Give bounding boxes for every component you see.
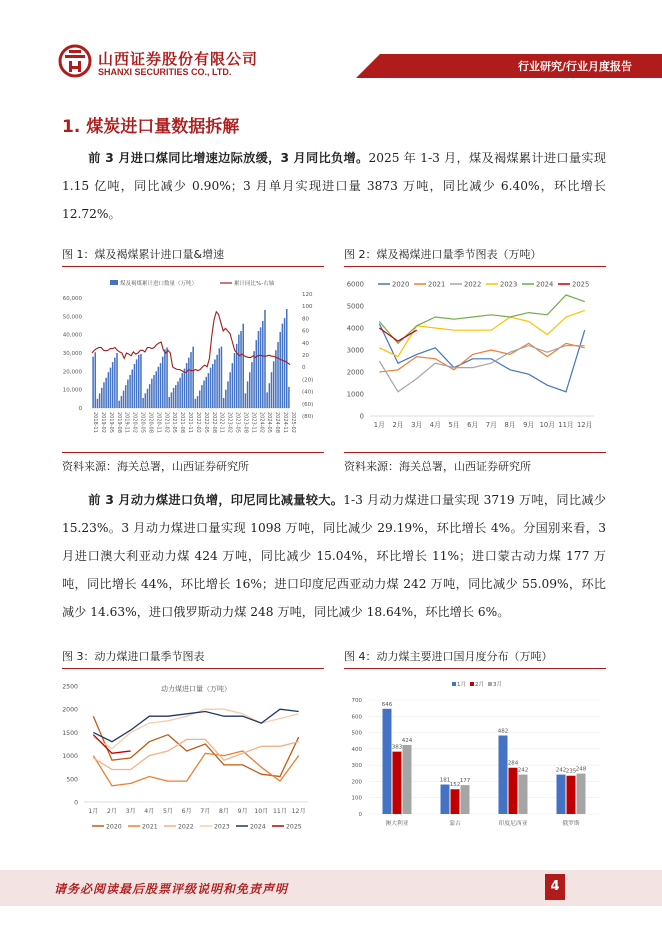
bar-cumulative-import — [227, 381, 229, 408]
bar-cumulative-import — [253, 351, 255, 408]
figure-3-chart — [62, 674, 324, 834]
x-tick-label: 10月 — [539, 421, 556, 429]
x-tick-label: 2023-08 — [242, 412, 249, 433]
y-tick-label: 2000 — [62, 706, 78, 714]
bar-cumulative-import — [162, 357, 164, 408]
figure-3-top-rule — [62, 668, 324, 669]
x-tick-label: 俄罗斯 — [562, 821, 580, 827]
figure-4-title: 图 4：动力煤主要进口国月度分布（万吨） — [344, 650, 553, 663]
chart-inner-title: 动力煤进口量（万吨） — [161, 685, 231, 693]
y-left-tick-label: 40,000 — [62, 332, 82, 339]
bar-cumulative-import — [177, 381, 179, 408]
figure-2-title: 图 2：煤及褐煤进口量季节图表（万吨） — [344, 248, 542, 261]
bar-cumulative-import — [192, 347, 194, 408]
x-tick-label: 2021-08 — [179, 412, 186, 433]
x-tick-label: 2021-11 — [187, 412, 194, 433]
bar-cumulative-import — [182, 373, 184, 408]
y-left-tick-label: 0 — [78, 406, 82, 412]
x-tick-label: 12月 — [291, 808, 306, 815]
bar-cumulative-import — [201, 385, 203, 408]
bar-cumulative-import — [103, 382, 105, 408]
bar-cumulative-import — [288, 387, 290, 408]
y-tick-label: 500 — [66, 776, 78, 784]
bar-data-label: 177 — [459, 778, 471, 785]
bar-cumulative-import — [203, 381, 205, 409]
paragraph-2 — [62, 486, 606, 626]
y-tick-label: 0 — [74, 799, 78, 807]
series-line-2024 — [93, 709, 298, 742]
y-tick-label: 2500 — [62, 683, 78, 691]
figure-2-chart — [344, 272, 606, 448]
x-tick-label: 5月 — [162, 808, 174, 815]
paragraph-2-lead: 前 3 月动力煤进口负增，印尼同比减量较大。 — [88, 493, 344, 507]
y-left-tick-label: 30,000 — [62, 351, 82, 357]
figure-1-bottom-rule — [62, 452, 324, 453]
x-tick-label: 6月 — [467, 421, 479, 429]
legend-label-2024: 2024 — [250, 823, 266, 831]
x-tick-label: 蒙古 — [449, 821, 461, 827]
bar-cumulative-import — [264, 310, 266, 408]
bar-data-label: 242 — [517, 767, 529, 774]
company-name-en: SHANXI SECURITIES CO., LTD. — [98, 67, 232, 77]
x-tick-label: 12月 — [576, 421, 593, 429]
x-tick-label: 2025-02 — [290, 412, 296, 433]
bar-cumulative-import — [97, 399, 99, 408]
paragraph-1-lead: 前 3 月进口煤同比增速边际放缓，3 月同比负增。 — [88, 151, 369, 165]
y-tick-label: 0 — [359, 412, 364, 421]
x-tick-label: 2019-02 — [99, 412, 106, 433]
bar-cumulative-import — [129, 375, 131, 408]
bar-1月 — [441, 785, 450, 814]
bar-cumulative-import — [195, 399, 197, 408]
series-line-2022 — [93, 739, 298, 769]
y-tick-label: 1000 — [62, 753, 78, 761]
bar-cumulative-import — [105, 378, 107, 408]
bar-cumulative-import — [168, 397, 170, 408]
bar-cumulative-import — [138, 355, 140, 408]
section-title: 1. 煤炭进口量数据拆解 — [62, 117, 240, 137]
bar-cumulative-import — [186, 363, 188, 408]
y-left-tick-label: 60,000 — [62, 296, 82, 302]
x-tick-label: 11月 — [558, 421, 574, 429]
bar-cumulative-import — [125, 385, 127, 408]
figure-1-source: 资料来源：海关总署，山西证券研究所 — [62, 460, 249, 473]
y-tick-label: 500 — [351, 730, 362, 737]
y-tick-label: 4000 — [346, 324, 364, 333]
figure-2-bottom-rule — [344, 452, 606, 453]
x-tick-label: 2月 — [106, 808, 118, 815]
legend-label-2020: 2020 — [392, 280, 410, 289]
bar-cumulative-import — [147, 389, 149, 408]
bar-cumulative-import — [258, 331, 260, 408]
legend-label-1月: 1月 — [457, 682, 466, 688]
y-tick-label: 200 — [351, 779, 362, 786]
x-tick-label: 印度尼西亚 — [498, 821, 528, 827]
x-tick-label: 2021-05 — [171, 412, 178, 433]
legend-label-2022: 2022 — [464, 280, 482, 289]
y-right-tick-label: (20) — [302, 377, 314, 384]
y-tick-label: 100 — [351, 795, 362, 802]
bar-cumulative-import — [266, 392, 268, 408]
figure-1-top-rule — [62, 266, 324, 267]
bar-cumulative-import — [273, 361, 275, 408]
legend-label-2022: 2022 — [178, 823, 194, 831]
bar-cumulative-import — [279, 332, 281, 408]
bar-data-label: 181 — [439, 777, 451, 784]
legend-label-3月: 3月 — [493, 682, 502, 688]
bar-cumulative-import — [256, 340, 258, 408]
y-tick-label: 1000 — [346, 390, 364, 399]
x-tick-label: 2020-08 — [147, 412, 154, 433]
y-left-tick-label: 20,000 — [62, 369, 82, 376]
figure-1-chart — [62, 274, 324, 444]
x-tick-label: 2022-08 — [210, 412, 217, 433]
figure-2-top-rule — [344, 266, 606, 267]
bar-cumulative-import — [219, 348, 221, 408]
legend-label-2023: 2023 — [214, 823, 230, 831]
bar-cumulative-import — [171, 392, 173, 408]
y-right-tick-label: 60 — [302, 328, 309, 335]
bar-cumulative-import — [214, 359, 216, 408]
bar-data-label: 248 — [575, 766, 587, 773]
y-right-tick-label: 100 — [302, 304, 313, 311]
page-number: 4 — [545, 874, 565, 900]
x-tick-label: 2023-11 — [250, 412, 257, 433]
y-right-tick-label: 120 — [302, 292, 313, 298]
y-tick-label: 6000 — [346, 280, 364, 289]
legend-label-2024: 2024 — [536, 280, 554, 289]
bar-2月 — [393, 752, 402, 814]
legend-label-2025: 2025 — [286, 823, 302, 831]
y-right-tick-label: (60) — [302, 401, 314, 408]
bar-cumulative-import — [114, 358, 116, 408]
x-tick-label: 2022-11 — [218, 412, 225, 433]
bar-3月 — [403, 745, 412, 814]
x-tick-label: 2024-05 — [266, 412, 273, 433]
x-tick-label: 1月 — [373, 421, 385, 429]
bar-1月 — [499, 736, 508, 814]
footer-disclaimer: 请务必阅读最后股票评级说明和免责声明 — [54, 882, 289, 896]
bar-cumulative-import — [247, 381, 249, 408]
y-tick-label: 0 — [358, 812, 362, 818]
bar-cumulative-import — [262, 321, 264, 408]
bar-cumulative-import — [131, 370, 133, 409]
y-tick-label: 3000 — [346, 346, 364, 355]
x-tick-label: 4月 — [429, 421, 441, 429]
bar-cumulative-import — [112, 362, 114, 408]
bar-2月 — [451, 789, 460, 814]
bar-cumulative-import — [136, 359, 138, 408]
x-tick-label: 8月 — [504, 421, 516, 429]
x-tick-label: 10月 — [254, 808, 269, 815]
bar-data-label: 424 — [401, 737, 413, 744]
y-tick-label: 5000 — [346, 302, 364, 311]
page-header — [0, 0, 662, 90]
y-right-tick-label: 20 — [302, 353, 309, 359]
y-left-tick-label: 10,000 — [62, 387, 82, 394]
x-tick-label: 2020-02 — [131, 412, 138, 433]
figure-3-title: 图 3：动力煤进口量季节图表 — [62, 650, 205, 663]
series-line-2021 — [93, 751, 298, 786]
bar-cumulative-import — [123, 391, 125, 408]
bar-cumulative-import — [142, 398, 144, 408]
bar-cumulative-import — [140, 354, 142, 408]
bar-cumulative-import — [229, 372, 231, 408]
series-line-2023 — [93, 709, 298, 748]
bar-cumulative-import — [199, 391, 201, 408]
bar-cumulative-import — [110, 368, 112, 408]
bar-cumulative-import — [127, 380, 129, 408]
bar-data-label: 646 — [381, 701, 393, 708]
legend-swatch-1月 — [452, 682, 456, 686]
bar-cumulative-import — [284, 318, 286, 408]
bar-cumulative-import — [160, 363, 162, 408]
x-tick-label: 2022-05 — [202, 412, 209, 433]
bar-cumulative-import — [234, 353, 236, 408]
bar-cumulative-import — [286, 309, 288, 408]
x-tick-label: 9月 — [523, 421, 535, 429]
bar-cumulative-import — [158, 367, 160, 408]
bar-cumulative-import — [149, 384, 151, 408]
legend-label-2021: 2021 — [142, 823, 158, 831]
bar-cumulative-import — [92, 357, 94, 408]
bar-data-label: 482 — [497, 728, 509, 735]
bar-cumulative-import — [221, 347, 223, 408]
x-tick-label: 1月 — [88, 808, 99, 815]
bar-cumulative-import — [269, 383, 271, 408]
bar-3月 — [461, 785, 470, 814]
y-right-tick-label: (40) — [302, 389, 314, 396]
bar-cumulative-import — [242, 324, 244, 408]
x-tick-label: 5月 — [448, 421, 460, 429]
bar-cumulative-import — [173, 388, 175, 408]
legend-label-2025: 2025 — [572, 280, 590, 289]
y-left-tick-label: 50,000 — [62, 314, 82, 321]
bar-cumulative-import — [225, 390, 227, 408]
y-right-tick-label: (80) — [302, 414, 314, 420]
x-tick-label: 6月 — [181, 808, 192, 815]
bar-cumulative-import — [249, 372, 251, 408]
figure-2-source: 资料来源：海关总署，山西证券研究所 — [344, 460, 531, 473]
bar-cumulative-import — [208, 373, 210, 408]
bar-data-label: 242 — [555, 767, 567, 774]
bar-cumulative-import — [205, 377, 207, 408]
bar-cumulative-import — [155, 371, 157, 408]
bar-cumulative-import — [116, 353, 118, 408]
bar-cumulative-import — [260, 327, 262, 408]
bar-cumulative-import — [134, 364, 136, 408]
y-right-tick-label: 80 — [302, 316, 309, 323]
bar-cumulative-import — [118, 401, 120, 408]
bar-cumulative-import — [99, 393, 101, 408]
bar-cumulative-import — [190, 352, 192, 408]
bar-cumulative-import — [184, 369, 186, 408]
company-name-cn: 山西证券股份有限公司 — [98, 50, 259, 68]
bar-cumulative-import — [166, 348, 168, 409]
bar-2月 — [567, 776, 576, 814]
figure-4-chart — [344, 674, 606, 834]
legend-label-line: 累计同比%-右轴 — [234, 281, 275, 287]
bar-3月 — [577, 774, 586, 814]
y-tick-label: 2000 — [346, 368, 364, 377]
legend-label-2020: 2020 — [106, 823, 122, 831]
bar-cumulative-import — [145, 393, 147, 408]
x-tick-label: 2020-11 — [155, 412, 162, 433]
legend-label-2月: 2月 — [475, 682, 484, 688]
bar-data-label: 284 — [507, 760, 519, 767]
x-tick-label: 2021-02 — [163, 412, 170, 433]
bar-cumulative-import — [164, 349, 166, 408]
bar-data-label: 383 — [391, 744, 403, 751]
x-tick-label: 8月 — [218, 808, 230, 815]
bar-cumulative-import — [95, 352, 97, 408]
paragraph-1-body: 2025 年 1-3 月，煤及褐煤累计进口量实现 1.15 亿吨，同比减少 0.90%；3 月单月实现进口量 3873 万吨，同比减少 6.40%，环比增长 12.72%。 — [62, 151, 606, 221]
bar-data-label: 235 — [565, 768, 577, 775]
bar-cumulative-import — [101, 388, 103, 408]
y-tick-label: 700 — [351, 698, 362, 704]
x-tick-label: 11月 — [272, 808, 288, 815]
legend-swatch-2月 — [470, 682, 474, 686]
bar-1月 — [557, 775, 566, 814]
bar-cumulative-import — [179, 378, 181, 408]
legend-label-2023: 2023 — [500, 280, 518, 289]
x-tick-label: 2019-05 — [107, 412, 114, 433]
x-tick-label: 3月 — [411, 421, 423, 429]
bar-cumulative-import — [175, 385, 177, 408]
x-tick-label: 9月 — [237, 808, 248, 815]
x-tick-label: 2018-11 — [92, 412, 98, 433]
report-type: 行业研究/行业月度报告 — [517, 60, 632, 73]
bar-cumulative-import — [210, 368, 212, 408]
bar-cumulative-import — [240, 331, 242, 408]
bar-cumulative-import — [232, 363, 234, 408]
bar-cumulative-import — [251, 362, 253, 408]
x-tick-label: 2023-02 — [226, 412, 233, 433]
x-tick-label: 2024-02 — [258, 412, 265, 433]
x-tick-label: 2020-05 — [139, 412, 146, 433]
legend-swatch-3月 — [488, 682, 492, 686]
x-tick-label: 2月 — [392, 421, 404, 429]
bar-cumulative-import — [271, 372, 273, 408]
bar-cumulative-import — [108, 372, 110, 408]
legend-label-2021: 2021 — [428, 280, 446, 289]
x-tick-label: 3月 — [125, 808, 136, 815]
x-tick-label: 2024-08 — [274, 412, 281, 433]
figure-1-title: 图 1：煤及褐煤累计进口量&增速 — [62, 248, 225, 261]
y-tick-label: 300 — [351, 763, 362, 770]
legend-swatch-bars — [110, 280, 118, 285]
bar-data-label: 152 — [449, 782, 461, 789]
bar-cumulative-import — [188, 358, 190, 408]
bar-cumulative-import — [216, 355, 218, 408]
x-tick-label: 2022-02 — [194, 412, 201, 433]
bar-cumulative-import — [245, 393, 247, 408]
x-tick-label: 2019-11 — [123, 412, 130, 433]
legend-label-bars: 煤及褐煤累计进口数量（万吨） — [120, 281, 198, 287]
bar-2月 — [509, 768, 518, 814]
bar-cumulative-import — [277, 342, 279, 408]
x-tick-label: 2024-11 — [282, 412, 289, 433]
y-right-tick-label: 40 — [302, 340, 309, 347]
paragraph-2-body: 1-3 月动力煤进口量实现 3719 万吨，同比减少 15.23%。3 月动力煤进口量实现 1098 万吨，同比减少 29.19%，环比增长 4%。分国别来看，3 月进口澳大利亚动力煤 424 万吨，同比减少 15.04%，环比增长 11%；进口蒙古动力煤 177 万吨，同比增长 44%，环比增长 16%；进口印度尼西亚动力煤 242 万吨，同比减少 55.09%，环比减少 14.63%，进口俄罗斯动力煤 248 万吨，同比减少 18.64%，环比增长 6%。 — [62, 493, 607, 619]
x-tick-label: 2023-05 — [234, 412, 241, 433]
bar-cumulative-import — [212, 364, 214, 408]
bar-cumulative-import — [153, 375, 155, 408]
paragraph-1 — [62, 144, 606, 228]
bar-cumulative-import — [275, 350, 277, 408]
x-tick-label: 7月 — [485, 421, 497, 429]
x-tick-label: 7月 — [200, 808, 211, 815]
bar-cumulative-import — [151, 379, 153, 408]
bar-3月 — [519, 775, 528, 814]
y-tick-label: 600 — [351, 714, 362, 721]
y-tick-label: 1500 — [62, 729, 78, 737]
bar-cumulative-import — [238, 335, 240, 408]
bar-cumulative-import — [197, 396, 199, 408]
bar-1月 — [383, 709, 392, 814]
company-logo-icon — [58, 44, 92, 78]
y-tick-label: 400 — [351, 746, 362, 753]
x-tick-label: 4月 — [144, 808, 155, 815]
figure-4-top-rule — [344, 668, 606, 669]
x-tick-label: 澳大利亚 — [385, 821, 409, 827]
bar-cumulative-import — [223, 398, 225, 408]
x-tick-label: 2019-08 — [115, 412, 122, 433]
bar-cumulative-import — [121, 396, 123, 408]
y-right-tick-label: 0 — [302, 365, 306, 372]
bar-cumulative-import — [282, 324, 284, 408]
